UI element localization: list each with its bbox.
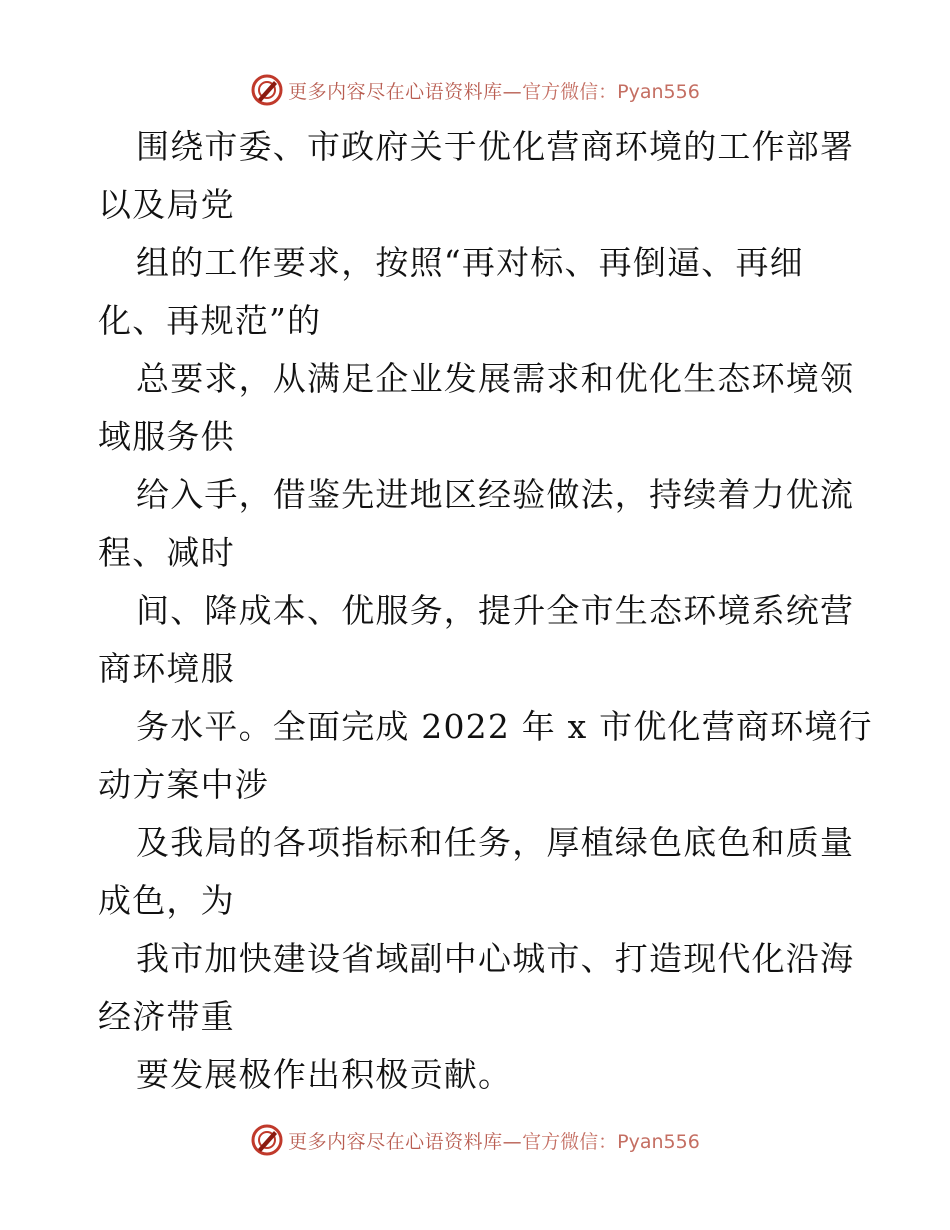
text-line: 总要求，从满足企业发展需求和优化生态环境领 bbox=[136, 359, 855, 398]
text-line: 成色，为 bbox=[98, 881, 235, 920]
text-line: 化、再规范”的 bbox=[98, 301, 322, 340]
text-line: 组的工作要求，按照“再对标、再倒逼、再细 bbox=[136, 243, 804, 282]
text-line: 间、降成本、优服务，提升全市生态环境系统营 bbox=[136, 591, 855, 630]
banner-text: 更多内容尽在心语资料库— bbox=[288, 1130, 523, 1153]
text-line: 商环境服 bbox=[98, 649, 235, 688]
pen-circle-logo-icon bbox=[250, 73, 284, 107]
text-line: 经济带重 bbox=[98, 997, 235, 1036]
text-line: 以及局党 bbox=[98, 185, 235, 224]
footer-banner bbox=[0, 1120, 950, 1160]
text-line: 我市加快建设省域副中心城市、打造现代化沿海 bbox=[136, 939, 855, 978]
pen-circle-logo-icon bbox=[250, 1123, 284, 1157]
document-body bbox=[98, 118, 873, 1104]
banner-wechat: 官方微信：Pyan556 bbox=[522, 1130, 700, 1153]
text-line: 域服务供 bbox=[98, 417, 235, 456]
banner-text: 更多内容尽在心语资料库— bbox=[288, 80, 523, 103]
header-banner bbox=[0, 70, 950, 110]
text-line: 动方案中涉 bbox=[98, 765, 269, 804]
banner-wechat: 官方微信：Pyan556 bbox=[522, 80, 700, 103]
text-line: 程、减时 bbox=[98, 533, 235, 572]
text-line: 围绕市委、市政府关于优化营商环境的工作部署 bbox=[136, 127, 855, 166]
text-line: 务水平。全面完成 2022 年 x 市优化营商环境行 bbox=[136, 707, 873, 746]
text-line: 要发展极作出积极贡献。 bbox=[136, 1055, 513, 1094]
text-line: 及我局的各项指标和任务，厚植绿色底色和质量 bbox=[136, 823, 855, 862]
text-line: 给入手，借鉴先进地区经验做法，持续着力优流 bbox=[136, 475, 855, 514]
